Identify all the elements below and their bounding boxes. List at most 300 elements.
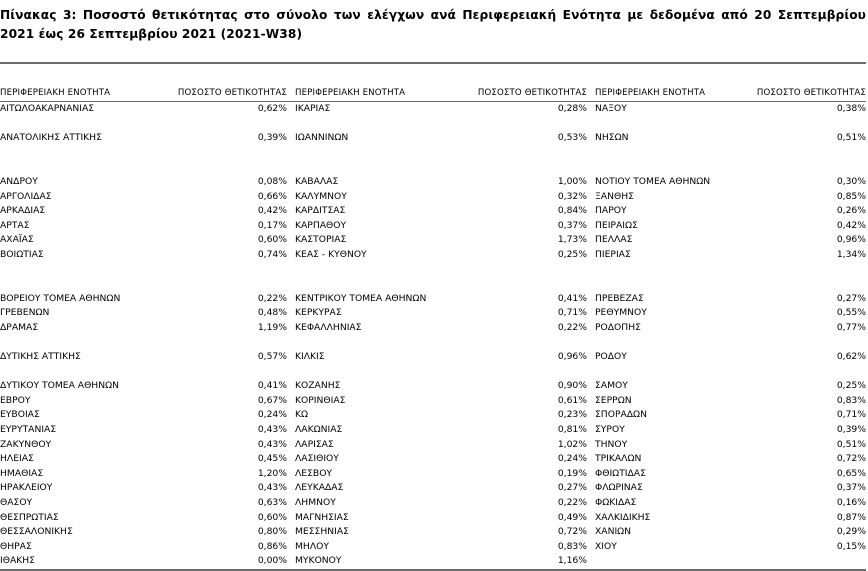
positivity-rate-3: 1,34% <box>836 248 866 260</box>
cell-gap-2 <box>587 467 595 482</box>
positivity-rate-3 <box>753 146 866 161</box>
positivity-rate-3: 0,65% <box>836 467 866 479</box>
positivity-rate-2: 0,22% <box>557 497 587 509</box>
positivity-rate-2 <box>475 277 587 292</box>
region-name-2: ΚΟΖΑΝΗΣ <box>295 380 341 392</box>
region-name-3: ΧΑΛΚΙΔΙΚΗΣ <box>595 511 651 523</box>
positivity-rate-2: 0,53% <box>557 132 587 144</box>
region-name-3 <box>595 146 753 161</box>
region-name-3: ΦΛΩΡΙΝΑΣ <box>595 482 643 494</box>
region-name-1 <box>0 160 177 175</box>
table-row <box>0 175 866 190</box>
positivity-rate-3: 0,71% <box>836 409 866 421</box>
positivity-rate-2: 0,37% <box>557 219 587 231</box>
region-name-3 <box>595 336 753 351</box>
cell-gap-1 <box>287 117 295 132</box>
cell-gap-2 <box>587 248 595 263</box>
cell-gap-1 <box>287 554 295 570</box>
cell-gap-2 <box>587 146 595 161</box>
cell-gap-1 <box>287 321 295 336</box>
positivity-rate-1: 0,17% <box>257 219 287 231</box>
table-row <box>0 452 866 467</box>
region-name-1 <box>0 365 177 380</box>
table-row <box>0 131 866 146</box>
positivity-rate-3: 0,72% <box>836 453 866 465</box>
table-row <box>0 525 866 540</box>
table-row <box>0 496 866 511</box>
positivity-rate-1 <box>177 365 287 380</box>
region-name-3: ΠΑΡΟΥ <box>595 205 627 217</box>
region-name-1: ΗΡΑΚΛΕΙΟΥ <box>0 482 53 494</box>
region-name-2: ΛΕΣΒΟΥ <box>295 467 333 479</box>
positivity-rate-2: 0,25% <box>557 248 587 260</box>
table-row <box>0 408 866 423</box>
positivity-rate-1: 0,43% <box>257 438 287 450</box>
region-name-1: ΔΡΑΜΑΣ <box>0 321 39 333</box>
table-head <box>0 63 866 102</box>
table-spacer-row <box>0 146 866 161</box>
cell-gap-2 <box>587 481 595 496</box>
region-name-2: ΚΑΛΥΜΝΟΥ <box>295 190 347 202</box>
cell-gap-2 <box>587 408 595 423</box>
region-name-1: ΑΡΓΟΛΙΔΑΣ <box>0 190 52 202</box>
region-name-3: ΠΡΕΒΕΖΑΣ <box>595 292 644 304</box>
cell-gap-1 <box>287 365 295 380</box>
cell-gap-2 <box>587 540 595 555</box>
region-name-1: ΑΝΑΤΟΛΙΚΗΣ ΑΤΤΙΚΗΣ <box>0 132 102 144</box>
region-name-2: ΚΕΡΚΥΡΑΣ <box>295 307 342 319</box>
positivity-rate-2: 0,32% <box>557 190 587 202</box>
positivity-rate-3: 0,96% <box>836 234 866 246</box>
region-name-1: ΕΥΒΟΙΑΣ <box>0 409 40 421</box>
table-row <box>0 511 866 526</box>
region-name-1: ΓΡΕΒΕΝΩΝ <box>0 307 50 319</box>
cell-gap-1 <box>287 160 295 175</box>
region-name-2: ΚΑΒΑΛΑΣ <box>295 175 339 187</box>
region-name-2 <box>295 365 475 380</box>
table-row <box>0 554 866 570</box>
positivity-rate-3: 0,62% <box>836 351 866 363</box>
positivity-rate-2: 0,28% <box>557 103 587 114</box>
region-name-2: ΛΕΥΚΑΔΑΣ <box>295 482 344 494</box>
cell-gap-2 <box>587 365 595 380</box>
cell-gap-2 <box>587 175 595 190</box>
positivity-rate-3: 0,39% <box>836 424 866 436</box>
positivity-rate-2: 0,96% <box>557 351 587 363</box>
region-name-1 <box>0 263 177 278</box>
cell-gap-1 <box>287 379 295 394</box>
positivity-rate-2: 0,84% <box>557 205 587 217</box>
region-name-2: ΙΚΑΡΙΑΣ <box>295 103 331 114</box>
positivity-rate-3 <box>753 365 866 380</box>
cell-gap-1 <box>287 146 295 161</box>
table-row <box>0 204 866 219</box>
cell-gap-1 <box>287 467 295 482</box>
positivity-rate-3 <box>753 117 866 132</box>
region-name-3: ΝΑΞΟΥ <box>595 103 627 114</box>
cell-gap-1 <box>287 350 295 365</box>
positivity-rate-2: 1,02% <box>557 438 587 450</box>
region-name-2 <box>295 117 475 132</box>
header-gap-2 <box>587 63 595 102</box>
region-name-3: ΣΥΡΟΥ <box>595 424 625 436</box>
header-gap-1 <box>287 63 295 102</box>
cell-gap-1 <box>287 525 295 540</box>
cell-gap-2 <box>587 394 595 409</box>
positivity-rate-2: 0,83% <box>557 540 587 552</box>
positivity-rate-1 <box>177 263 287 278</box>
region-name-1: ΒΟΡΕΙΟΥ ΤΟΜΕΑ ΑΘΗΝΩΝ <box>0 292 121 304</box>
table-row <box>0 102 866 117</box>
region-name-1: ΑΡΤΑΣ <box>0 219 30 231</box>
table-row <box>0 219 866 234</box>
region-name-1: ΕΥΡΥΤΑΝΙΑΣ <box>0 424 57 436</box>
positivity-rate-1: 0,63% <box>257 497 287 509</box>
region-name-3: ΦΘΙΩΤΙΔΑΣ <box>595 467 646 479</box>
region-name-3: ΧΙΟΥ <box>595 540 617 552</box>
positivity-rate-3: 0,15% <box>836 540 866 552</box>
cell-gap-1 <box>287 306 295 321</box>
cell-gap-1 <box>287 481 295 496</box>
region-name-3: ΝΗΣΩΝ <box>595 132 629 144</box>
table-spacer-row <box>0 160 866 175</box>
positivity-rate-2: 0,22% <box>557 321 587 333</box>
table-body <box>0 102 866 571</box>
region-name-1: ΕΒΡΟΥ <box>0 394 31 406</box>
region-name-3 <box>595 263 753 278</box>
region-name-3 <box>595 117 753 132</box>
cell-gap-2 <box>587 204 595 219</box>
positivity-rate-3 <box>753 263 866 278</box>
positivity-rate-2: 0,90% <box>557 380 587 392</box>
region-name-3 <box>595 365 753 380</box>
table-spacer-row <box>0 117 866 132</box>
cell-gap-1 <box>287 511 295 526</box>
region-name-1: ΘΕΣΠΡΩΤΙΑΣ <box>0 511 59 523</box>
cell-gap-2 <box>587 277 595 292</box>
positivity-rate-3: 0,87% <box>836 511 866 523</box>
positivity-rate-1: 0,43% <box>257 482 287 494</box>
positivity-rate-2 <box>475 365 587 380</box>
region-name-3: ΣΕΡΡΩΝ <box>595 394 632 406</box>
column-header-rate-3: ΠΟΣΟΣΤΟ ΘΕΤΙΚΟΤΗΤΑΣ <box>753 63 866 102</box>
positivity-rate-2 <box>475 146 587 161</box>
region-name-3 <box>595 277 753 292</box>
cell-gap-1 <box>287 540 295 555</box>
table-row <box>0 467 866 482</box>
positivity-rate-3: 0,29% <box>836 526 866 538</box>
region-name-2: ΚΕΝΤΡΙΚΟΥ ΤΟΜΕΑ ΑΘΗΝΩΝ <box>295 292 427 304</box>
cell-gap-2 <box>587 511 595 526</box>
positivity-rate-2 <box>475 160 587 175</box>
table-row <box>0 306 866 321</box>
positivity-rate-1 <box>177 277 287 292</box>
cell-gap-2 <box>587 379 595 394</box>
region-name-1: ΑΝΔΡΟΥ <box>0 175 38 187</box>
table-row <box>0 190 866 205</box>
region-name-2: ΜΕΣΣΗΝΙΑΣ <box>295 526 349 538</box>
cell-gap-2 <box>587 525 595 540</box>
region-name-2: ΚΙΛΚΙΣ <box>295 351 325 363</box>
positivity-rate-2: 0,27% <box>557 482 587 494</box>
region-name-1: ΑΙΤΩΛΟΑΚΑΡΝΑΝΙΑΣ <box>0 103 95 114</box>
cell-gap-2 <box>587 336 595 351</box>
cell-gap-1 <box>287 219 295 234</box>
positivity-rate-1: 0,08% <box>257 175 287 187</box>
region-name-2: ΚΑΣΤΟΡΙΑΣ <box>295 234 347 246</box>
region-name-1: ΒΟΙΩΤΙΑΣ <box>0 248 44 260</box>
table-row <box>0 394 866 409</box>
region-name-2: ΜΥΚΟΝΟΥ <box>295 554 475 570</box>
cell-gap-1 <box>287 175 295 190</box>
cell-gap-1 <box>287 336 295 351</box>
region-name-1: ΗΛΕΙΑΣ <box>0 453 34 465</box>
positivity-rate-3: 0,25% <box>836 380 866 392</box>
table-caption: Πίνακας 3: Ποσοστό θετικότητας στο σύνολο των ελέγχων ανά Περιφερειακή Ενότητα με δεδομένα από 20 Σεπτεμβρίου 2021 έως 26 Σεπτεμβρίου 2021 (2021-W38) <box>0 8 866 41</box>
column-header-region-3: ΠΕΡΙΦΕΡΕΙΑΚΗ ΕΝΟΤΗΤΑ <box>595 63 753 102</box>
table-row <box>0 540 866 555</box>
cell-gap-1 <box>287 394 295 409</box>
cell-gap-1 <box>287 204 295 219</box>
positivity-rate-3: 0,38% <box>836 103 866 114</box>
positivity-rate-1 <box>177 146 287 161</box>
positivity-rate-1: 0,66% <box>257 190 287 202</box>
region-name-3 <box>595 160 753 175</box>
cell-gap-2 <box>587 160 595 175</box>
column-header-rate-2: ΠΟΣΟΣΤΟ ΘΕΤΙΚΟΤΗΤΑΣ <box>475 63 587 102</box>
positivity-rate-3: 0,26% <box>836 205 866 217</box>
region-name-1: ΑΧΑΪΑΣ <box>0 234 34 246</box>
region-name-3: ΡΕΘΥΜΝΟΥ <box>595 307 647 319</box>
region-name-1: ΘΑΣΟΥ <box>0 497 33 509</box>
table-row <box>0 379 866 394</box>
cell-gap-2 <box>587 263 595 278</box>
positivity-rate-3: 0,85% <box>836 190 866 202</box>
table-spacer-row <box>0 263 866 278</box>
region-name-3: ΝΟΤΙΟΥ ΤΟΜΕΑ ΑΘΗΝΩΝ <box>595 175 711 187</box>
region-name-1: ΔΥΤΙΚΟΥ ΤΟΜΕΑ ΑΘΗΝΩΝ <box>0 380 119 392</box>
positivity-rate-1: 0,41% <box>257 380 287 392</box>
cell-gap-1 <box>287 423 295 438</box>
positivity-rate-2: 0,24% <box>557 453 587 465</box>
positivity-rate-2: 0,41% <box>557 292 587 304</box>
column-header-rate-1: ΠΟΣΟΣΤΟ ΘΕΤΙΚΟΤΗΤΑΣ <box>177 63 287 102</box>
cell-gap-2 <box>587 117 595 132</box>
table-row <box>0 248 866 263</box>
positivity-rate-1 <box>177 336 287 351</box>
positivity-rate-1: 0,45% <box>257 453 287 465</box>
positivity-rate-2: 0,49% <box>557 511 587 523</box>
region-name-2 <box>295 160 475 175</box>
cell-gap-2 <box>587 102 595 117</box>
cell-gap-1 <box>287 131 295 146</box>
region-name-1 <box>0 146 177 161</box>
positivity-rate-2: 0,61% <box>557 394 587 406</box>
table-row <box>0 292 866 307</box>
cell-gap-2 <box>587 219 595 234</box>
region-name-3: ΦΩΚΙΔΑΣ <box>595 497 637 509</box>
region-name-2: ΜΗΛΟΥ <box>295 540 329 552</box>
region-name-2: ΚΑΡΔΙΤΣΑΣ <box>295 205 346 217</box>
region-name-2: ΛΑΡΙΣΑΣ <box>295 438 334 450</box>
table-spacer-row <box>0 277 866 292</box>
region-name-1: ΘΗΡΑΣ <box>0 540 32 552</box>
region-name-2: ΛΗΜΝΟΥ <box>295 497 336 509</box>
positivity-rate-1: 1,20% <box>257 467 287 479</box>
cell-gap-1 <box>287 292 295 307</box>
cell-gap-2 <box>587 554 595 570</box>
positivity-rate-3: 0,37% <box>836 482 866 494</box>
positivity-rate-2: 1,16% <box>475 554 587 570</box>
cell-gap-2 <box>587 350 595 365</box>
positivity-rate-1: 0,39% <box>257 132 287 144</box>
table-spacer-row <box>0 336 866 351</box>
cell-gap-2 <box>587 321 595 336</box>
positivity-rate-1: 1,19% <box>257 321 287 333</box>
cell-gap-2 <box>587 452 595 467</box>
region-name-2 <box>295 277 475 292</box>
positivity-rate-3: 0,51% <box>836 132 866 144</box>
positivity-rate-1: 0,62% <box>257 103 287 114</box>
positivity-rate-2: 1,73% <box>557 234 587 246</box>
table-spacer-row <box>0 365 866 380</box>
region-name-1: ΗΜΑΘΙΑΣ <box>0 467 44 479</box>
region-name-2: ΚΕΦΑΛΛΗΝΙΑΣ <box>295 321 362 333</box>
cell-gap-1 <box>287 102 295 117</box>
region-name-2: ΚΟΡΙΝΘΙΑΣ <box>295 394 346 406</box>
cell-gap-2 <box>587 233 595 248</box>
region-name-3: ΤΡΙΚΑΛΩΝ <box>595 453 642 465</box>
region-name-1: ΙΘΑΚΗΣ <box>0 554 177 570</box>
region-name-3: ΡΟΔΟΥ <box>595 351 627 363</box>
positivity-rate-3: 0,77% <box>836 321 866 333</box>
region-name-1: ΖΑΚΥΝΘΟΥ <box>0 438 52 450</box>
table-row <box>0 481 866 496</box>
positivity-rate-3 <box>753 277 866 292</box>
positivity-rate-2: 0,19% <box>557 467 587 479</box>
table-row <box>0 350 866 365</box>
positivity-rate-2 <box>475 117 587 132</box>
positivity-rate-2: 1,00% <box>557 175 587 187</box>
cell-gap-2 <box>587 423 595 438</box>
region-name-3: ΠΕΛΛΑΣ <box>595 234 633 246</box>
positivity-rate-2: 0,23% <box>557 409 587 421</box>
cell-gap-2 <box>587 292 595 307</box>
positivity-rate-3 <box>753 336 866 351</box>
positivity-rate-1: 0,60% <box>257 234 287 246</box>
region-name-1 <box>0 277 177 292</box>
cell-gap-1 <box>287 248 295 263</box>
positivity-rate-3: 0,55% <box>836 307 866 319</box>
positivity-rate-2 <box>475 263 587 278</box>
table-row <box>0 438 866 453</box>
cell-gap-1 <box>287 277 295 292</box>
region-name-3: ΣΠΟΡΑΔΩΝ <box>595 409 647 421</box>
region-name-2: ΙΩΑΝΝΙΝΩΝ <box>295 132 349 144</box>
positivity-rate-1 <box>177 160 287 175</box>
region-name-1 <box>0 117 177 132</box>
region-name-3 <box>595 554 753 570</box>
region-name-2 <box>295 146 475 161</box>
cell-gap-2 <box>587 131 595 146</box>
cell-gap-1 <box>287 408 295 423</box>
cell-gap-1 <box>287 452 295 467</box>
cell-gap-2 <box>587 496 595 511</box>
positivity-rate-1: 0,42% <box>257 205 287 217</box>
positivity-rate-3: 0,30% <box>836 175 866 187</box>
cell-gap-1 <box>287 190 295 205</box>
table-row <box>0 233 866 248</box>
region-name-3: ΡΟΔΟΠΗΣ <box>595 321 641 333</box>
region-name-2: ΚΕΑΣ - ΚΥΘΝΟΥ <box>295 248 367 260</box>
region-name-3: ΠΙΕΡΙΑΣ <box>595 248 631 260</box>
positivity-rate-3: 0,42% <box>836 219 866 231</box>
positivity-rate-2: 0,81% <box>557 424 587 436</box>
cell-gap-1 <box>287 263 295 278</box>
positivity-rate-1: 0,00% <box>177 554 287 570</box>
region-name-2 <box>295 336 475 351</box>
table-row <box>0 321 866 336</box>
positivity-rate-2: 0,71% <box>557 307 587 319</box>
positivity-rate-2: 0,72% <box>557 526 587 538</box>
cell-gap-2 <box>587 190 595 205</box>
region-name-1: ΘΕΣΣΑΛΟΝΙΚΗΣ <box>0 526 73 538</box>
positivity-rate-3 <box>753 554 866 570</box>
column-header-region-1: ΠΕΡΙΦΕΡΕΙΑΚΗ ΕΝΟΤΗΤΑ <box>0 63 177 102</box>
positivity-rate-2 <box>475 336 587 351</box>
region-name-2: ΚΩ <box>295 409 309 421</box>
positivity-rate-1: 0,86% <box>257 540 287 552</box>
cell-gap-2 <box>587 306 595 321</box>
region-name-3: ΣΑΜΟΥ <box>595 380 628 392</box>
positivity-rate-3: 0,51% <box>836 438 866 450</box>
positivity-rate-3: 0,83% <box>836 394 866 406</box>
positivity-rate-1: 0,80% <box>257 526 287 538</box>
cell-gap-1 <box>287 233 295 248</box>
region-name-3: ΠΕΙΡΑΙΩΣ <box>595 219 638 231</box>
region-name-1 <box>0 336 177 351</box>
positivity-rate-1: 0,22% <box>257 292 287 304</box>
positivity-rate-3 <box>753 160 866 175</box>
positivity-rate-1: 0,60% <box>257 511 287 523</box>
positivity-rate-1: 0,48% <box>257 307 287 319</box>
positivity-rate-table <box>0 62 866 571</box>
region-name-3: ΤΗΝΟΥ <box>595 438 628 450</box>
positivity-rate-1: 0,43% <box>257 424 287 436</box>
column-header-region-2: ΠΕΡΙΦΕΡΕΙΑΚΗ ΕΝΟΤΗΤΑ <box>295 63 475 102</box>
cell-gap-1 <box>287 438 295 453</box>
positivity-rate-3: 0,16% <box>836 497 866 509</box>
region-name-1: ΔΥΤΙΚΗΣ ΑΤΤΙΚΗΣ <box>0 351 81 363</box>
header-row <box>0 63 866 102</box>
region-name-2 <box>295 263 475 278</box>
positivity-rate-1: 0,67% <box>257 394 287 406</box>
positivity-rate-1 <box>177 117 287 132</box>
positivity-rate-1: 0,24% <box>257 409 287 421</box>
region-name-1: ΑΡΚΑΔΙΑΣ <box>0 205 46 217</box>
positivity-rate-3: 0,27% <box>836 292 866 304</box>
table-container <box>0 62 866 571</box>
region-name-2: ΛΑΚΩΝΙΑΣ <box>295 424 343 436</box>
cell-gap-1 <box>287 496 295 511</box>
region-name-3: ΞΑΝΘΗΣ <box>595 190 634 202</box>
table-row <box>0 423 866 438</box>
region-name-2: ΚΑΡΠΑΘΟΥ <box>295 219 347 231</box>
positivity-rate-1: 0,74% <box>257 248 287 260</box>
region-name-2: ΛΑΣΙΘΙΟΥ <box>295 453 339 465</box>
region-name-3: ΧΑΝΙΩΝ <box>595 526 632 538</box>
positivity-rate-1: 0,57% <box>257 351 287 363</box>
